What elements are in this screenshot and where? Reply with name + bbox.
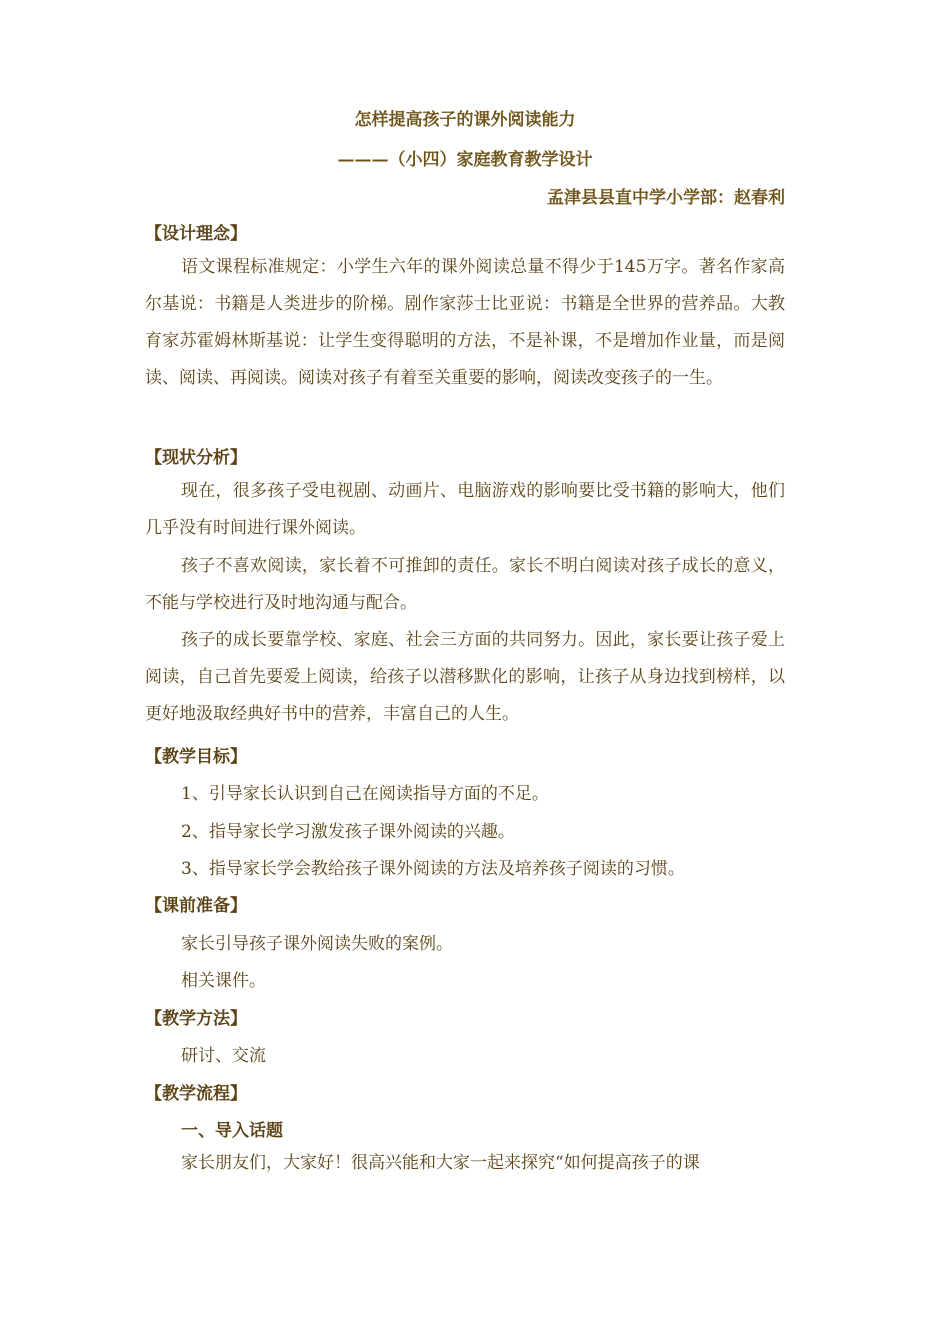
- section-heading-process: 【教学流程】: [145, 1084, 247, 1104]
- design-concept-paragraph: 语文课程标准规定：小学生六年的课外阅读总量不得少于145万字。著名作家高尔基说：书籍是人类进步的阶梯。剧作家莎士比亚说：书籍是全世界的营养品。大教育家苏霍姆林斯基说：让学生变得聪明的方法，不是补课，不是增加作业量，而是阅读、阅读、再阅读。阅读对孩子有着至关重要的影响，阅读改变孩子的一生。: [145, 257, 785, 388]
- document-title: 怎样提高孩子的课外阅读能力: [354, 110, 576, 130]
- status-analysis-paragraph: 现在，很多孩子受电视剧、动画片、电脑游戏的影响要比受书籍的影响大，他们几乎没有时间进行课外阅读。: [145, 481, 785, 538]
- section-heading-preparation: 【课前准备】: [145, 896, 247, 916]
- goal-item: 2、指导家长学习激发孩子课外阅读的兴趣。: [181, 822, 515, 842]
- goal-item: 3、指导家长学会教给孩子课外阅读的方法及培养孩子阅读的习惯。: [181, 859, 685, 879]
- preparation-item: 家长引导孩子课外阅读失败的案例。: [181, 934, 453, 954]
- document-author: 孟津县县直中学小学部：赵春利: [547, 188, 785, 208]
- section-heading-design-concept: 【设计理念】: [145, 224, 247, 244]
- section-heading-status-analysis: 【现状分析】: [145, 448, 247, 468]
- section-heading-methods: 【教学方法】: [145, 1009, 247, 1029]
- status-analysis-paragraph: 孩子不喜欢阅读，家长着不可推卸的责任。家长不明白阅读对孩子成长的意义，不能与学校进行及时地沟通与配合。: [145, 556, 785, 613]
- status-analysis-paragraph: 孩子的成长要靠学校、家庭、社会三方面的共同努力。因此，家长要让孩子爱上阅读，自己首先要爱上阅读，给孩子以潜移默化的影响，让孩子从身边找到榜样，以更好地汲取经典好书中的营养，丰富自己的人生。: [145, 630, 785, 724]
- process-step-heading: 一、导入话题: [181, 1121, 283, 1141]
- process-paragraph: 家长朋友们，大家好！很高兴能和大家一起来探究“如何提高孩子的课: [181, 1153, 700, 1173]
- section-heading-teaching-goals: 【教学目标】: [145, 747, 247, 767]
- document-subtitle: ———（小四）家庭教育教学设计: [337, 150, 593, 170]
- methods-text: 研讨、交流: [181, 1046, 266, 1066]
- preparation-item: 相关课件。: [181, 971, 266, 991]
- goal-item: 1、引导家长认识到自己在阅读指导方面的不足。: [181, 784, 549, 804]
